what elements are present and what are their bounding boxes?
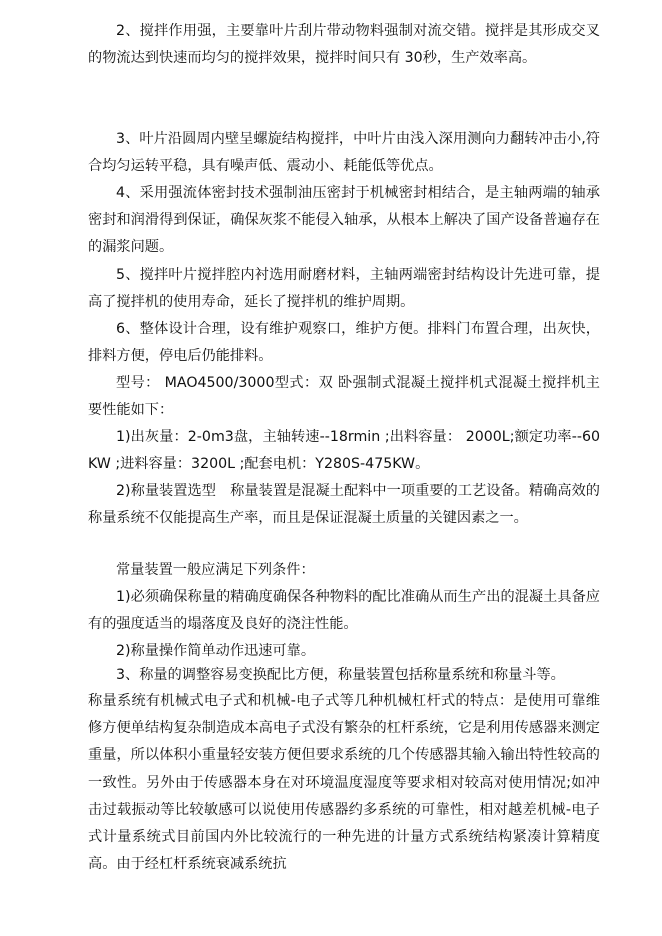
paragraph-mixing-strength: 2、搅拌作用强，主要靠叶片刮片带动物料强制对流交错。搅拌是其形成交叉的物流达到快速而均匀的搅拌效果，搅拌时间只有 30秒，生产效率高。 [88, 23, 600, 67]
paragraph-model: 型号： MAO4500/3000型式：双 卧强制式混凝土搅拌机式混凝土搅拌机主要性能如下： [88, 375, 600, 419]
paragraph-weighing-device: 2)称量装置选型 称量装置是混凝土配料中一项重要的工艺设备。精确高效的称量系统不仅能提高生产率，而且是保证混凝土质量的关键因素之一。 [88, 483, 600, 527]
paragraph-weighing-conditions: 常量装置一般应满足下列条件： [116, 562, 315, 578]
paragraph-weighing-systems: 称量系统有机械式电子式和机械-电子式等几种机械杠杆式的特点：是使用可靠维修方便单结构复杂制造成本高电子式没有繁杂的杠杆系统，它是利用传感器来测定重量，所以体积小重量轻安装方便但要求系统的几个传感器其输入输出特性较高的一致性。另外由于传感器本身在对环境温度湿度等要求相对较高对使用情况;如冲击过载振动等比较敏感可以说使用传感器约多系统的可靠性，相对越差机械-电子式计量系统式目前国内外比较流行的一种先进的计量方式系统结构紧凑计算精度高。由于经杠杆系统衰减系统抗 [88, 693, 600, 873]
paragraph-spiral-blades: 3、叶片沿圆周内壁呈螺旋结构搅拌，中叶片由浅入深用测向力翻转冲击小,符合均匀运转平稳，具有噪声低、震动小、耗能低等优点。 [88, 131, 600, 175]
paragraph-simple-operation: 2)称量操作简单动作迅速可靠。 [116, 643, 316, 659]
paragraph-output-specs: 1)出灰量：2-0m3盘，主轴转速--18rmin ;出料容量： 2000L;额定功率--60KW ;进料容量：3200L ;配套电机：Y280S-475KW。 [88, 429, 600, 473]
paragraph-sealing-technology: 4、采用强流体密封技术强制油压密封于机械密封相结合，是主轴两端的轴承密封和润滑得到保证，确保灰浆不能侵入轴承，从根本上解决了国产设备普遍存在的漏浆问题。 [88, 185, 600, 256]
paragraph-accuracy: 1)必须确保称量的精确度确保各种物料的配比准确从而生产出的混凝土具备应有的强度适当的塌落度及良好的浇注性能。 [88, 589, 600, 633]
paragraph-adjustment: 3、称量的调整容易变换配比方便，称量装置包括称量系统和称量斗等。 [116, 667, 565, 683]
paragraph-overall-design: 6、整体设计合理，设有维护观察口，维护方便。排料门布置合理，出灰快，排料方便，停电后仍能排料。 [88, 321, 600, 365]
document-page [88, 0, 600, 936]
paragraph-wear-resistant-lining: 5、搅拌叶片搅拌腔内衬选用耐磨材料，主轴两端密封结构设计先进可靠，提高了搅拌机的使用寿命，延长了搅拌机的维护周期。 [88, 267, 600, 311]
